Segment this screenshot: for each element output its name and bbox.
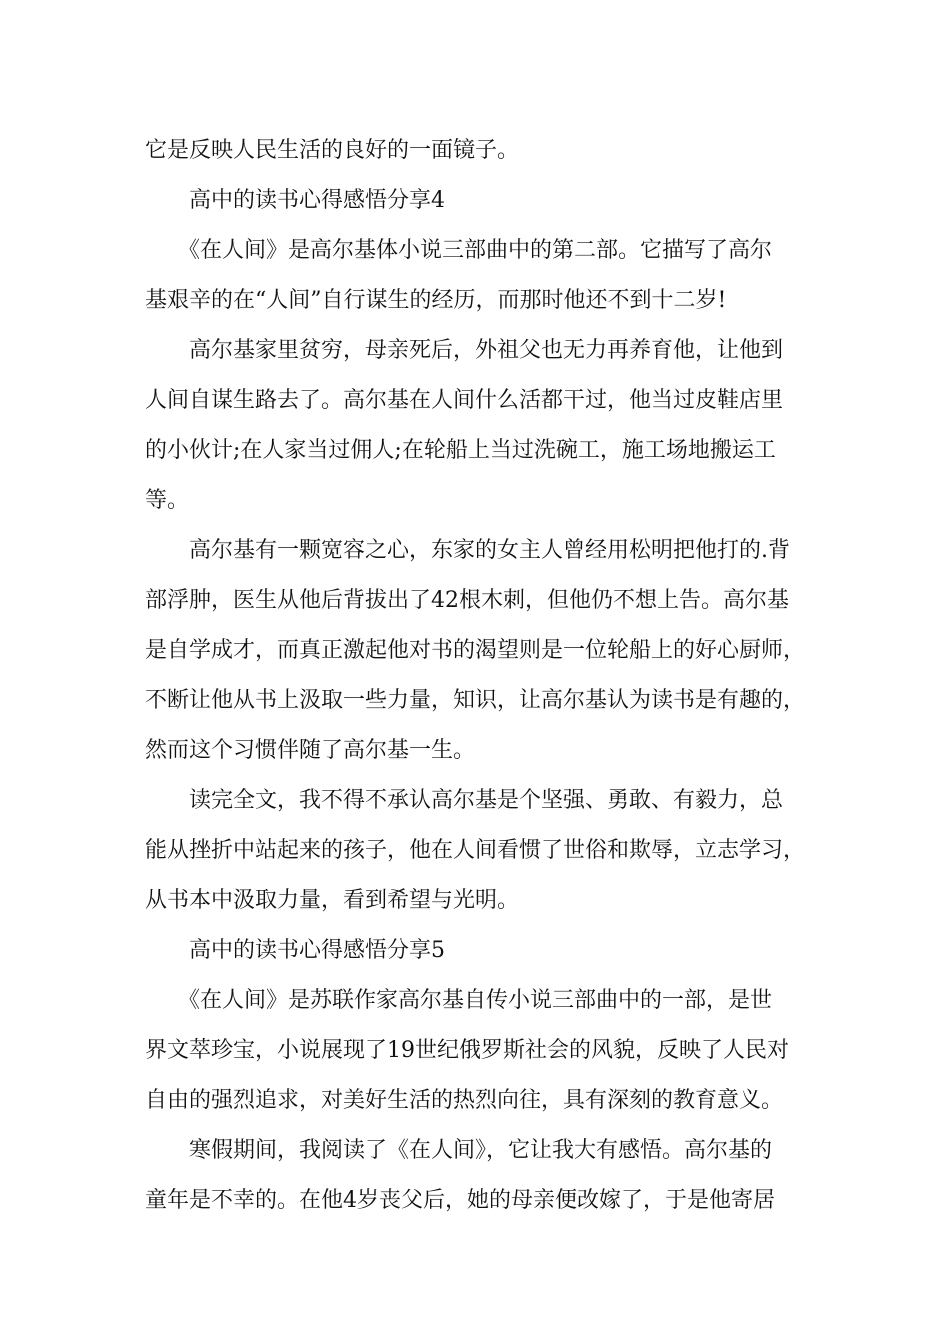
text-line: 的小伙计;在人家当过佣人;在轮船上当过洗碗工，施工场地搬运工 [145, 438, 776, 463]
text-line: 人间自谋生路去了。高尔基在人间什么活都干过，他当过皮鞋店里 [145, 388, 784, 413]
text-line: 不断让他从书上汲取一些力量，知识，让高尔基认为读书是有趣的， [145, 688, 806, 713]
text-line: 部浮肿，医生从他后背拔出了42根木刺，但他仍不想上告。高尔基 [145, 588, 789, 613]
text-line: 等。 [145, 488, 190, 513]
text-line: 寒假期间，我阅读了《在人间》，它让我大有感悟。高尔基的 [145, 1138, 773, 1163]
text-line: 界文萃珍宝，小说展现了19世纪俄罗斯社会的风貌，反映了人民对 [145, 1038, 789, 1063]
paragraph-4-3 [145, 526, 815, 776]
text-line: 童年是不幸的。在他4岁丧父后，她的母亲便改嫁了，于是他寄居 [145, 1188, 775, 1213]
text-line: 《在人间》是苏联作家高尔基自传小说三部曲中的一部，是世 [145, 988, 773, 1013]
text-line: 读完全文，我不得不承认高尔基是个坚强、勇敢、有毅力，总 [145, 788, 784, 813]
text-line: 高尔基家里贫穷，母亲死后，外祖父也无力再养育他，让他到 [145, 338, 784, 363]
paragraph-5-2 [145, 1126, 815, 1226]
paragraph-4-1 [145, 226, 815, 326]
text-line: 高尔基有一颗宽容之心，东家的女主人曾经用松明把他打的.背 [145, 538, 790, 563]
text-line: 从书本中汲取力量，看到希望与光明。 [145, 888, 520, 913]
paragraph-intro-ending [145, 126, 815, 176]
paragraph-5-1 [145, 976, 815, 1126]
text-line: 自由的强烈追求，对美好生活的热烈向往，具有深刻的教育意义。 [145, 1088, 784, 1113]
text-line: 是自学成才，而真正激起他对书的渴望则是一位轮船上的好心厨师， [145, 638, 806, 663]
section-heading-5 [145, 926, 815, 976]
text-line: 它是反映人民生活的良好的一面镜子。 [145, 138, 520, 163]
heading-line: 高中的读书心得感悟分享5 [145, 938, 445, 963]
text-line: 基艰辛的在“人间”自行谋生的经历，而那时他还不到十二岁! [145, 288, 727, 313]
text-line: 能从挫折中站起来的孩子，他在人间看惯了世俗和欺辱，立志学习， [145, 838, 806, 863]
section-heading-4 [145, 176, 815, 226]
text-line: 《在人间》是高尔基体小说三部曲中的第二部。它描写了高尔 [145, 238, 773, 263]
heading-line: 高中的读书心得感悟分享4 [145, 188, 445, 213]
paragraph-4-2 [145, 326, 815, 526]
text-line: 然而这个习惯伴随了高尔基一生。 [145, 738, 476, 763]
paragraph-4-4 [145, 776, 815, 926]
